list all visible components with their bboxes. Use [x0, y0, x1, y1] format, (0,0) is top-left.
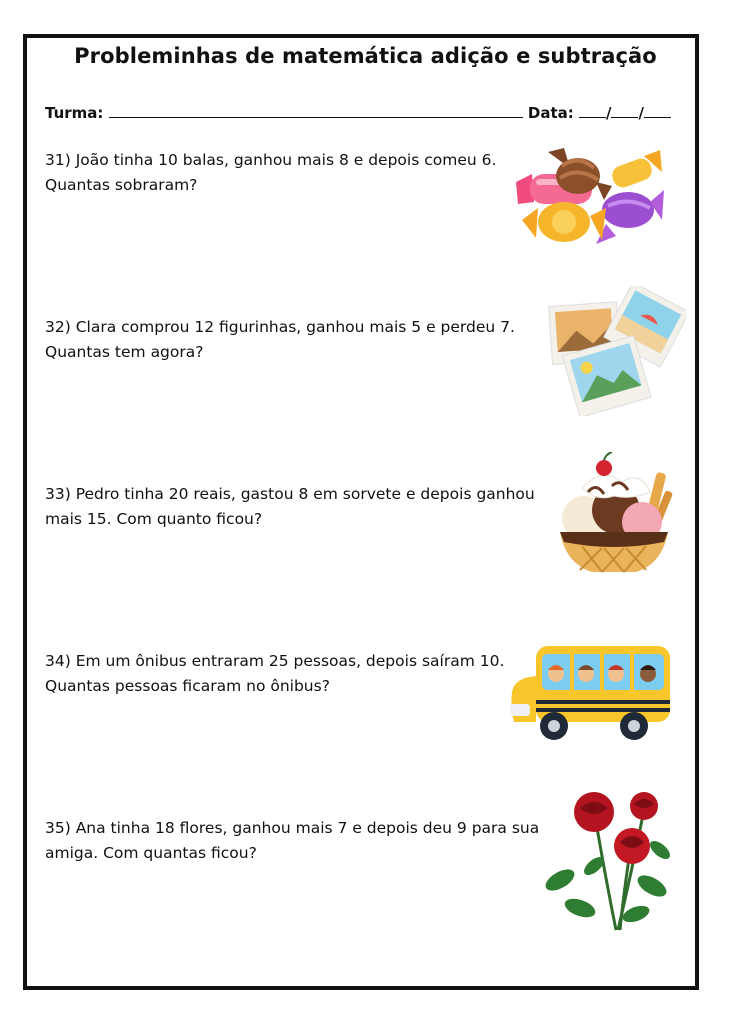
date-month-blank — [611, 103, 638, 118]
question-35 — [45, 816, 555, 866]
question-34 — [45, 649, 555, 699]
question-text-line: 32) Clara comprou 12 figurinhas, ganhou mais 5 e perdeu 7. — [45, 318, 515, 336]
question-text-line: 31) João tinha 10 balas, ganhou mais 8 e depois comeu 6. — [45, 151, 497, 169]
worksheet-title: Probleminhas de matemática adição e subtração — [74, 44, 657, 68]
date-separator: / — [606, 104, 612, 122]
ice-cream-sundae-icon — [552, 452, 676, 578]
candies-icon — [512, 146, 667, 252]
question-33 — [45, 482, 555, 532]
date-year-blank — [644, 103, 671, 118]
photo-cards-icon — [546, 286, 686, 416]
turma-label: Turma: — [45, 104, 104, 122]
question-text-line: Quantas tem agora? — [45, 343, 204, 361]
question-32 — [45, 315, 555, 365]
question-text-line: 34) Em um ônibus entraram 25 pessoas, depois saíram 10. — [45, 652, 505, 670]
date-separator: / — [638, 104, 644, 122]
turma-blank — [109, 103, 523, 118]
question-31 — [45, 148, 555, 198]
question-text-line: 33) Pedro tinha 20 reais, gastou 8 em sorvete e depois ganhou — [45, 485, 535, 503]
data-label: Data: — [527, 104, 574, 122]
question-text-line: amiga. Com quantas ficou? — [45, 844, 257, 862]
question-text-line: Quantas sobraram? — [45, 176, 198, 194]
header-fields — [45, 103, 685, 122]
question-text-line: Quantas pessoas ficaram no ônibus? — [45, 677, 330, 695]
question-text-line: 35) Ana tinha 18 flores, ganhou mais 7 e depois deu 9 para sua — [45, 819, 540, 837]
school-bus-icon — [508, 642, 674, 744]
red-roses-icon — [536, 790, 674, 934]
question-text-line: mais 15. Com quanto ficou? — [45, 510, 263, 528]
date-day-blank — [579, 103, 606, 118]
